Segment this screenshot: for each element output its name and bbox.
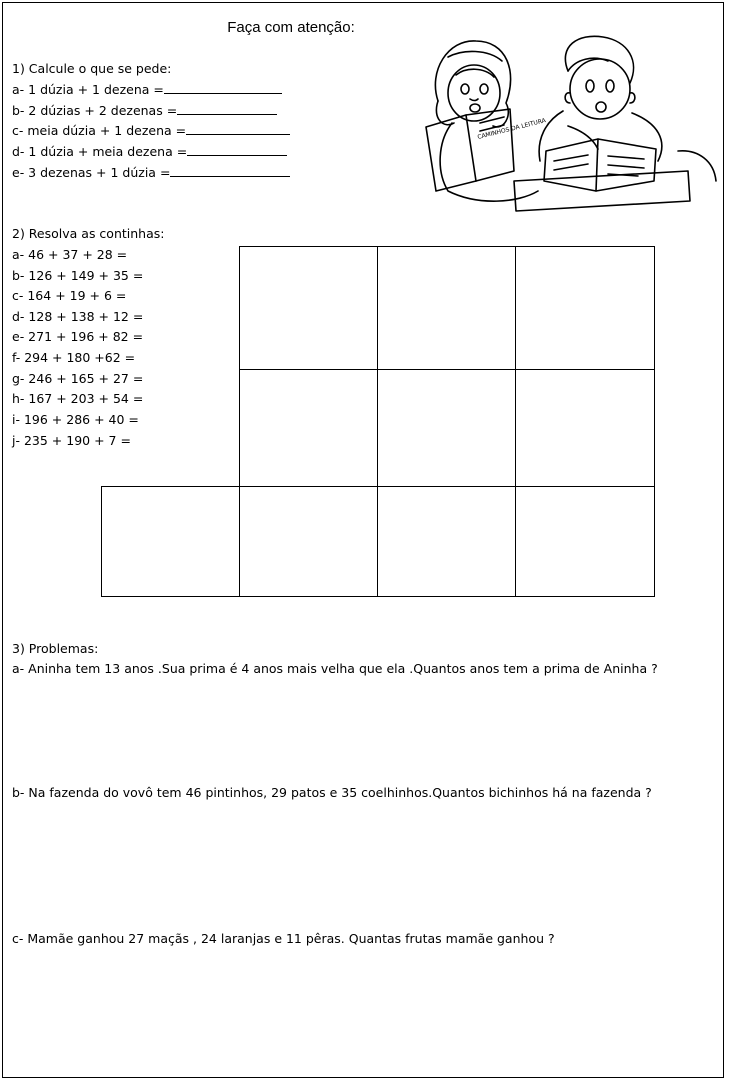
- sum-item: e- 271 + 196 + 82 =: [12, 329, 144, 344]
- section2-heading: 2) Resolva as continhas:: [12, 226, 165, 241]
- section1-item-c: c- meia dúzia + 1 dezena =: [12, 123, 290, 139]
- answer-blank[interactable]: [170, 165, 290, 177]
- section1-item-d: d- 1 dúzia + meia dezena =: [12, 144, 287, 160]
- svg-text:CAMINHOS DA LEITURA: CAMINHOS DA LEITURA: [476, 117, 547, 141]
- problem-a: a- Aninha tem 13 anos .Sua prima é 4 anos mais velha que ela .Quantos anos tem a prima de Aninha ?: [12, 661, 658, 676]
- answer-blank[interactable]: [177, 103, 277, 115]
- worksheet-page: [2, 2, 724, 1078]
- answer-box[interactable]: [239, 246, 379, 371]
- sum-item: a- 46 + 37 + 28 =: [12, 247, 128, 262]
- answer-blank[interactable]: [187, 144, 287, 156]
- section1-item-e: e- 3 dezenas + 1 dúzia =: [12, 165, 290, 181]
- answer-box[interactable]: [239, 486, 379, 597]
- sum-item: j- 235 + 190 + 7 =: [12, 433, 131, 448]
- answer-box[interactable]: [515, 486, 655, 597]
- problem-b: b- Na fazenda do vovô tem 46 pintinhos, 29 patos e 35 coelhinhos.Quantos bichinhos há na fazenda ?: [12, 785, 652, 800]
- answer-blank[interactable]: [164, 82, 282, 94]
- answer-box[interactable]: [377, 246, 517, 371]
- section3-heading: 3) Problemas:: [12, 641, 99, 656]
- answer-box[interactable]: [515, 246, 655, 371]
- answer-box[interactable]: [239, 369, 379, 488]
- answer-box[interactable]: [101, 486, 241, 597]
- sum-item: i- 196 + 286 + 40 =: [12, 412, 139, 427]
- answer-blank[interactable]: [186, 123, 290, 135]
- sum-item: d- 128 + 138 + 12 =: [12, 309, 144, 324]
- sum-item: g- 246 + 165 + 27 =: [12, 371, 144, 386]
- problem-c: c- Mamãe ganhou 27 maçãs , 24 laranjas e 11 pêras. Quantas frutas mamãe ganhou ?: [12, 931, 555, 946]
- section1-heading: 1) Calcule o que se pede:: [12, 61, 172, 76]
- page-title: Faça com atenção:: [227, 19, 355, 36]
- sum-item: f- 294 + 180 +62 =: [12, 350, 136, 365]
- sum-item: b- 126 + 149 + 35 =: [12, 268, 144, 283]
- answer-box[interactable]: [377, 369, 517, 488]
- answer-box[interactable]: [377, 486, 517, 597]
- section1-item-b: b- 2 dúzias + 2 dezenas =: [12, 103, 277, 119]
- answer-box[interactable]: [515, 369, 655, 488]
- sum-item: h- 167 + 203 + 54 =: [12, 391, 144, 406]
- sum-item: c- 164 + 19 + 6 =: [12, 288, 127, 303]
- children-reading-icon: [418, 31, 720, 213]
- section1-item-a: a- 1 dúzia + 1 dezena =: [12, 82, 282, 98]
